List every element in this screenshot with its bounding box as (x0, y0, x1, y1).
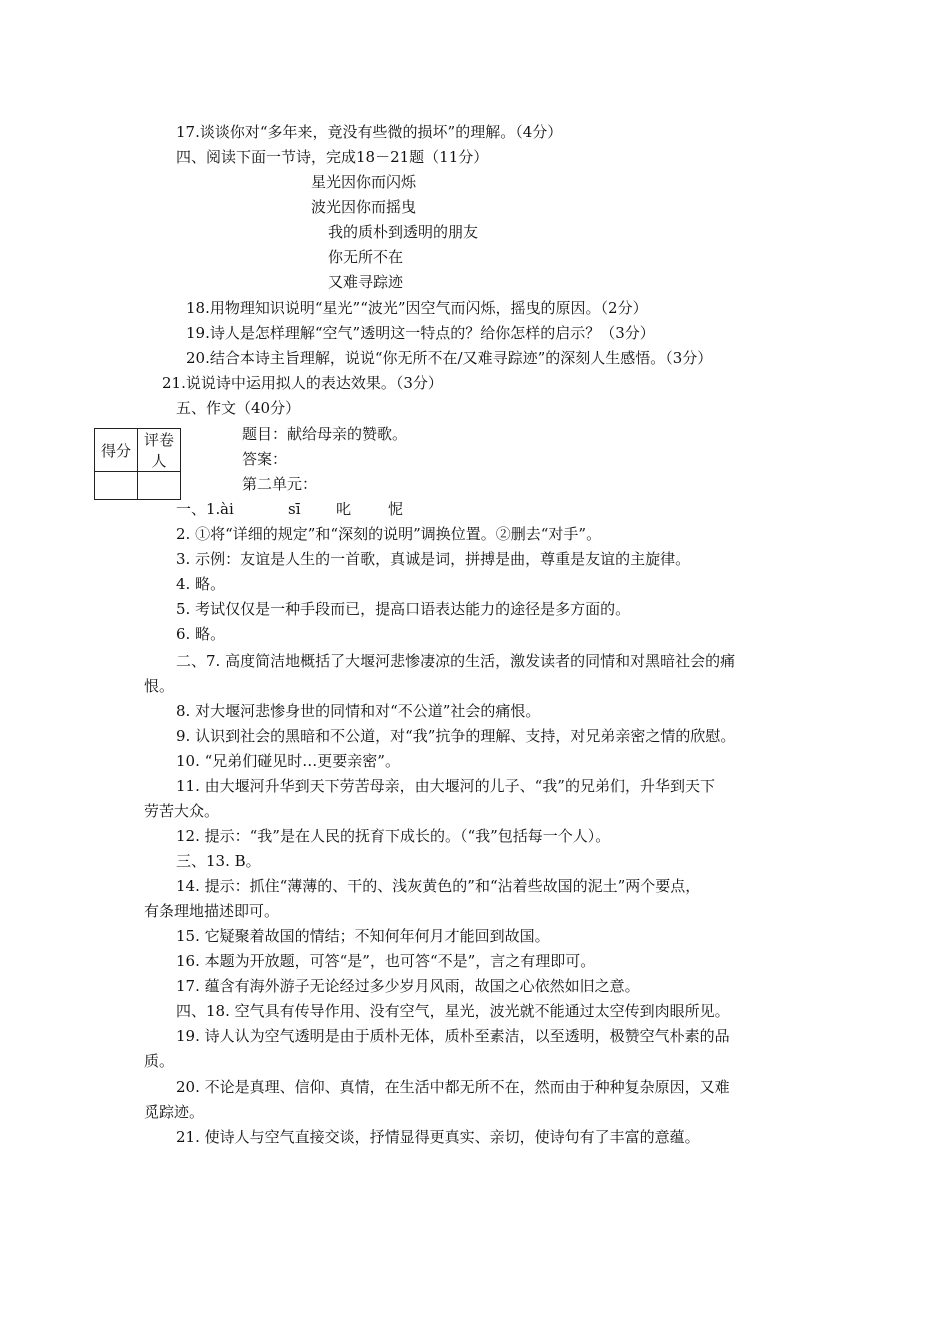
answer-10: 10. “兄弟们碰见时…更要亲密”。 (176, 752, 400, 770)
answer-3: 3. 示例：友谊是人生的一首歌，真诚是词，拼搏是曲，尊重是友谊的主旋律。 (176, 550, 691, 568)
answer-16: 16. 本题为开放题，可答“是”，也可答“不是”，言之有理即可。 (176, 952, 596, 970)
score-header: 得分 (95, 429, 138, 472)
answer-14-line-2: 有条理地描述即可。 (144, 902, 280, 920)
question-18: 18.用物理知识说明“星光”“波光”因空气而闪烁，摇曳的原因。（2分） (186, 299, 648, 317)
answer-1-item-3: 叱 (336, 500, 352, 518)
answer-1-item-1: ài (220, 500, 234, 518)
unit-label: 第二单元： (242, 475, 318, 493)
score-table (94, 428, 181, 500)
poem-line-3: 我的质朴到透明的朋友 (328, 223, 479, 241)
answer-14-line-1: 14. 提示：抓住“薄薄的、干的、浅灰黄色的”和“沾着些故国的泥土”两个要点， (176, 877, 701, 895)
answer-1 (176, 499, 404, 519)
question-21: 21.说说诗中运用拟人的表达效果。（3分） (162, 374, 443, 392)
answer-4: 4. 略。 (176, 575, 226, 593)
section-five-heading: 五、作文（40分） (176, 399, 301, 417)
poem-line-4: 你无所不在 (328, 248, 404, 266)
answer-11-line-2: 劳苦大众。 (144, 802, 220, 820)
question-19: 19.诗人是怎样理解“空气”透明这一特点的？给你怎样的启示？（3分） (186, 324, 655, 342)
answer-9: 9. 认识到社会的黑暗和不公道，对“我”抗争的理解、支持，对兄弟亲密之情的欣慰。 (176, 727, 736, 745)
answer-6: 6. 略。 (176, 625, 226, 643)
essay-title: 题目：献给母亲的赞歌。 (242, 425, 408, 443)
answer-20-line-1: 20. 不论是真理、信仰、真情，在生活中都无所不在，然而由于种种复杂原因，又难 (176, 1078, 730, 1096)
answer-7-line-2: 恨。 (144, 677, 175, 695)
poem-line-2: 波光因你而摇曳 (311, 198, 417, 216)
poem-line-5: 又难寻踪迹 (328, 273, 404, 291)
answer-1-number: 一、1. (176, 500, 221, 518)
grader-cell (138, 472, 181, 500)
answer-19-line-2: 质。 (144, 1052, 175, 1070)
answer-12: 12. 提示：“我”是在人民的抚育下成长的。（“我”包括每一个人）。 (176, 827, 611, 845)
answer-5: 5. 考试仅仅是一种手段而已，提高口语表达能力的途径是多方面的。 (176, 600, 631, 618)
score-cell (95, 472, 138, 500)
poem-line-1: 星光因你而闪烁 (311, 173, 417, 191)
answer-19-line-1: 19. 诗人认为空气透明是由于质朴无体，质朴至素洁，以至透明，极赞空气朴素的品 (176, 1027, 730, 1045)
answer-18: 四、18. 空气具有传导作用、没有空气，星光，波光就不能通过太空传到肉眼所见。 (176, 1002, 730, 1020)
answer-7-line-1: 二、7. 高度简洁地概括了大堰河悲惨凄凉的生活，激发读者的同情和对黑暗社会的痛 (176, 652, 736, 670)
answer-17: 17. 蕴含有海外游子无论经过多少岁月风雨，故国之心依然如旧之意。 (176, 977, 640, 995)
answer-1-item-2: sī (288, 500, 301, 518)
question-20: 20.结合本诗主旨理解，说说“你无所不在/又难寻踪迹”的深刻人生感悟。（3分） (186, 349, 713, 367)
answer-8: 8. 对大堰河悲惨身世的同情和对“不公道”社会的痛恨。 (176, 702, 541, 720)
answer-21: 21. 使诗人与空气直接交谈，抒情显得更真实、亲切，使诗句有了丰富的意蕴。 (176, 1128, 700, 1146)
answer-1-item-4: 怩 (388, 500, 404, 518)
section-four-heading: 四、阅读下面一节诗，完成18－21题（11分） (176, 148, 489, 166)
question-17: 17.谈谈你对“多年来，竟没有些微的损坏”的理解。（4分） (176, 123, 563, 141)
answer-11-line-1: 11. 由大堰河升华到天下劳苦母亲，由大堰河的儿子、“我”的兄弟们，升华到天下 (176, 777, 715, 795)
answer-label: 答案： (242, 450, 288, 468)
answer-15: 15. 它疑聚着故国的情结；不知何年何月才能回到故国。 (176, 927, 550, 945)
answer-20-line-2: 觅踪迹。 (144, 1103, 205, 1121)
grader-header: 评卷人 (138, 429, 181, 472)
answer-2: 2. ①将“详细的规定”和“深刻的说明”调换位置。②删去“对手”。 (176, 525, 602, 543)
answer-13: 三、13. B。 (176, 852, 261, 870)
